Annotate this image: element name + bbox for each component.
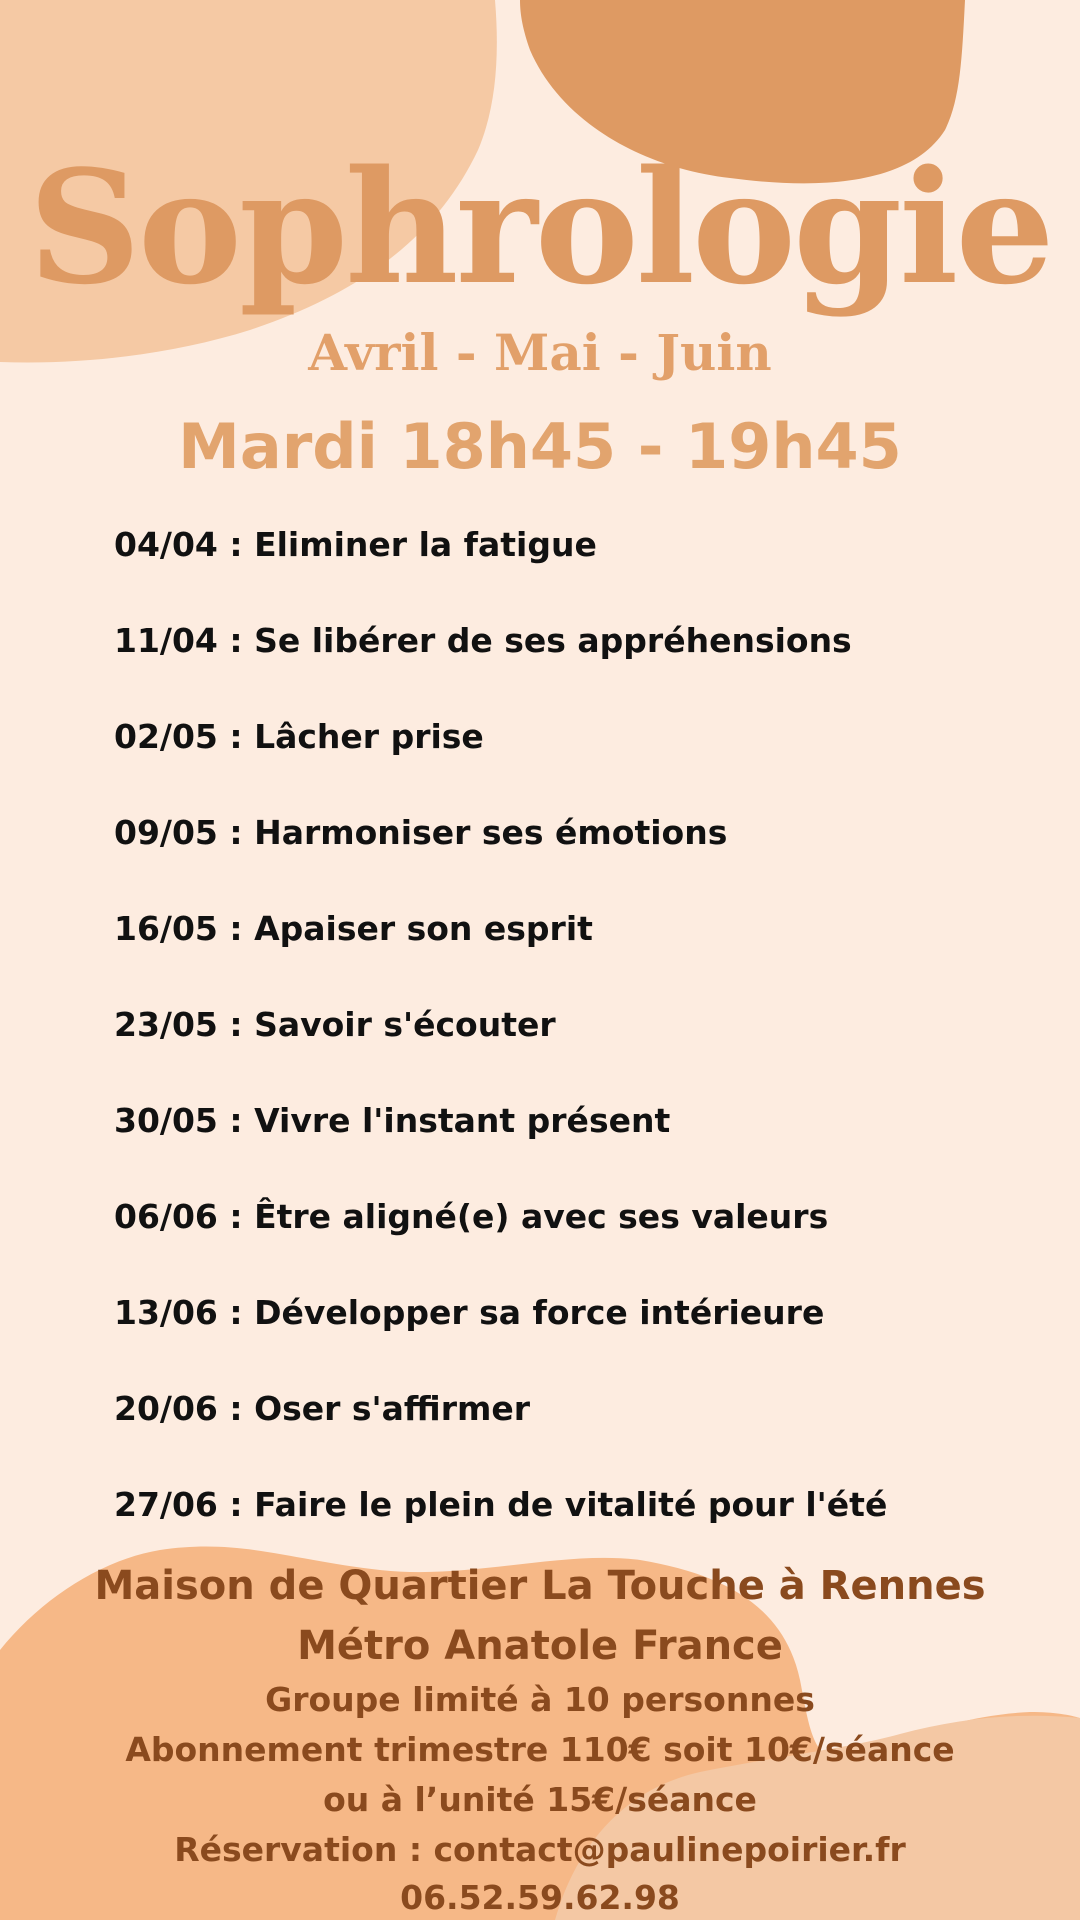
session-item: 27/06 : Faire le plein de vitalité pour l'été — [114, 1485, 888, 1524]
months-subtitle: Avril - Mai - Juin — [308, 323, 772, 382]
session-item: 30/05 : Vivre l'instant présent — [114, 1101, 671, 1140]
phone-number: 06.52.59.62.98 — [400, 1878, 680, 1917]
session-item: 23/05 : Savoir s'écouter — [114, 1005, 556, 1044]
subscription-price: Abonnement trimestre 110€ soit 10€/séance — [125, 1730, 955, 1769]
session-item: 16/05 : Apaiser son esprit — [114, 909, 593, 948]
unit-price: ou à l’unité 15€/séance — [323, 1780, 757, 1819]
session-item: 13/06 : Développer sa force intérieure — [114, 1293, 825, 1332]
metro-station: Métro Anatole France — [297, 1623, 783, 1669]
session-schedule: Mardi 18h45 - 19h45 — [178, 410, 902, 483]
session-item: 20/06 : Oser s'affirmer — [114, 1389, 531, 1428]
session-item: 06/06 : Être aligné(e) avec ses valeurs — [114, 1197, 829, 1236]
session-list — [114, 525, 1034, 1581]
session-item: 02/05 : Lâcher prise — [114, 717, 484, 756]
page-title: Sophrologie — [28, 136, 1052, 319]
reservation-contact: Réservation : contact@paulinepoirier.fr — [174, 1830, 906, 1869]
session-item: 11/04 : Se libérer de ses appréhensions — [114, 621, 852, 660]
venue-name: Maison de Quartier La Touche à Rennes — [94, 1563, 986, 1609]
group-limit: Groupe limité à 10 personnes — [265, 1680, 815, 1719]
session-item: 09/05 : Harmoniser ses émotions — [114, 813, 728, 852]
session-item: 04/04 : Eliminer la fatigue — [114, 525, 597, 564]
